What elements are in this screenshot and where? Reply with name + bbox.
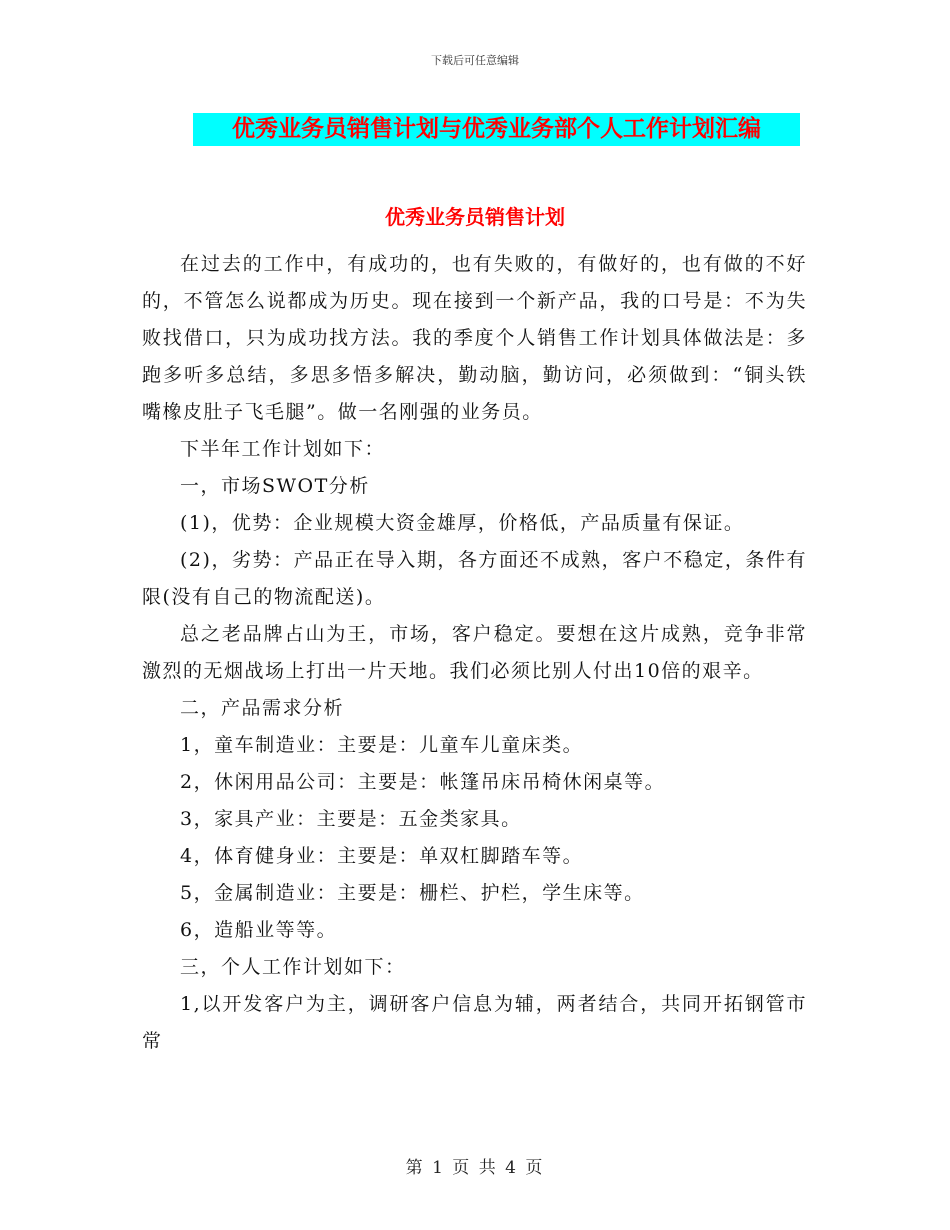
body-paragraph: 一，市场SWOT分析 xyxy=(180,475,370,497)
body-paragraph: 5，金属制造业：主要是：栅栏、护栏，学生床等。 xyxy=(180,882,645,904)
body-paragraph: (2)，劣势：产品正在导入期，各方面还不成熟，客户不稳定，条件有限(没有自己的物流配送)。 xyxy=(142,549,807,608)
body-paragraph: 三，个人工作计划如下： xyxy=(180,956,406,978)
body-paragraph: 总之老品牌占山为王，市场，客户稳定。要想在这片成熟，竞争非常激烈的无烟战场上打出一片天地。我们必须比别人付出10倍的艰辛。 xyxy=(142,623,807,682)
page-header-note: 下载后可任意编辑 xyxy=(431,54,519,67)
body-paragraph: (1)，优势：企业规模大资金雄厚，价格低，产品质量有保证。 xyxy=(180,512,745,534)
document-main-title: 优秀业务员销售计划与优秀业务部个人工作计划汇编 xyxy=(193,113,800,146)
body-paragraph: 1，童车制造业：主要是：儿童车儿童床类。 xyxy=(180,734,584,756)
body-paragraph: 二，产品需求分析 xyxy=(180,697,345,719)
page-number-footer: 第 1 页 共 4 页 xyxy=(405,1158,545,1178)
body-paragraph: 1,以开发客户为主，调研客户信息为辅，两者结合，共同开拓钢管市常 xyxy=(142,993,807,1052)
body-paragraph: 下半年工作计划如下： xyxy=(180,438,386,460)
body-paragraph: 6，造船业等等。 xyxy=(180,919,338,941)
body-paragraph: 4，体育健身业：主要是：单双杠脚踏车等。 xyxy=(180,845,584,867)
body-paragraph: 2，休闲用品公司：主要是：帐篷吊床吊椅休闲桌等。 xyxy=(180,771,666,793)
section-title: 优秀业务员销售计划 xyxy=(385,205,565,229)
document-body xyxy=(142,246,807,1060)
body-paragraph: 3，家具产业：主要是：五金类家具。 xyxy=(180,808,522,830)
body-paragraph: 在过去的工作中，有成功的，也有失败的，有做好的，也有做的不好的，不管怎么说都成为历史。现在接到一个新产品，我的口号是：不为失败找借口，只为成功找方法。我的季度个人销售工作计划具体做法是：多跑多听多总结，多思多悟多解决，勤动脑，勤访问，必须做到：“铜头铁嘴橡皮肚子飞毛腿”。做一名刚强的业务员。 xyxy=(142,253,807,423)
